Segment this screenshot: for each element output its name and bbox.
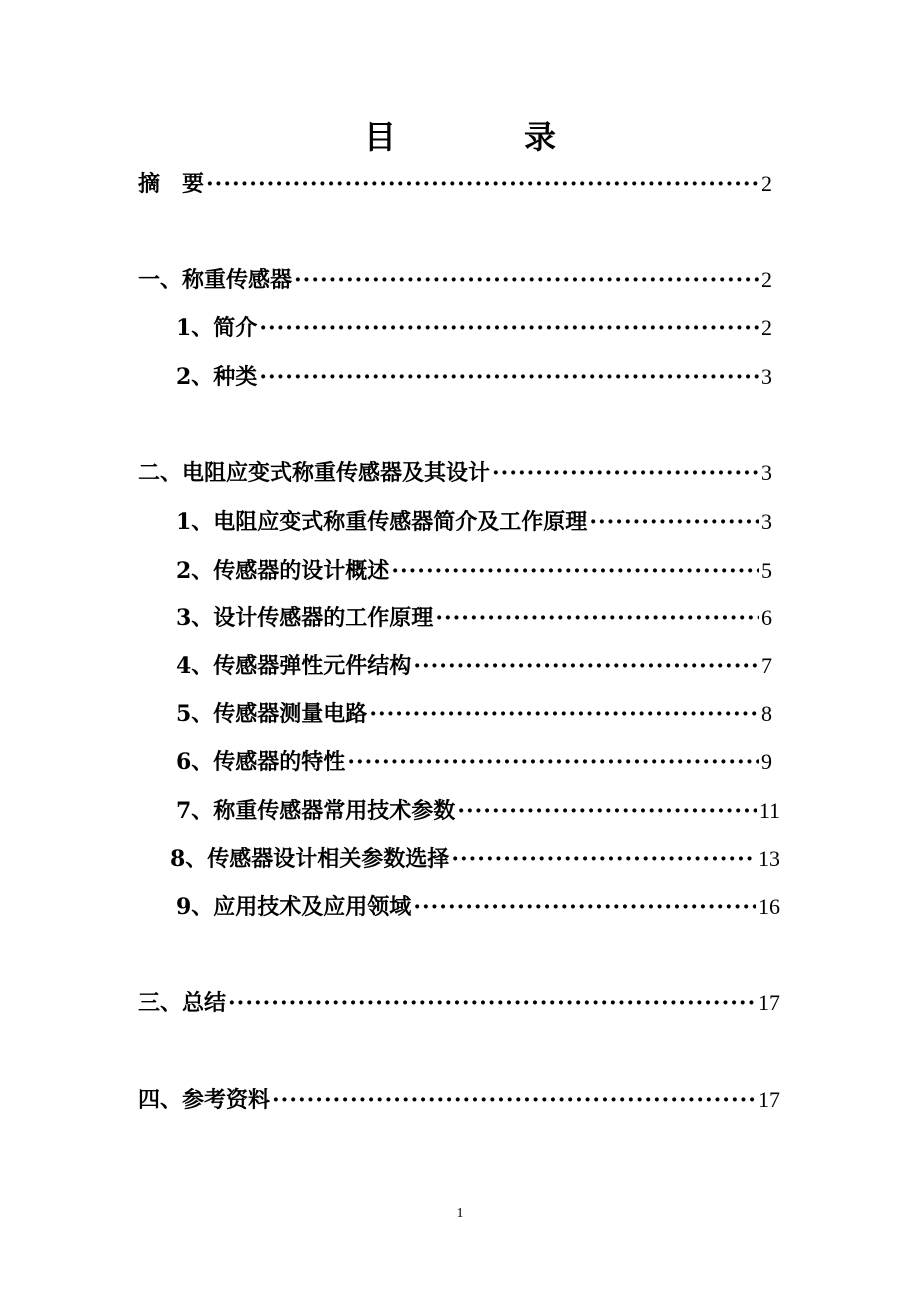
toc-entry-label: 9、应用技术及应用领域	[176, 894, 412, 920]
toc-entry-section-1[interactable]	[138, 264, 772, 296]
toc-entry-section-3[interactable]	[138, 987, 780, 1019]
toc-entry-section-2[interactable]	[138, 457, 772, 489]
toc-entry-page: 16	[758, 894, 780, 919]
toc-title: 目 录	[363, 118, 604, 156]
toc-entry-2-9[interactable]	[176, 891, 780, 923]
toc-entry-page: 17	[758, 990, 780, 1015]
footer-page-number: 1	[456, 1206, 464, 1221]
toc-entry-label: 6、传感器的特性	[176, 749, 346, 775]
toc-entry-page: 8	[761, 701, 772, 726]
toc-entry-2-3[interactable]	[176, 602, 772, 634]
toc-entry-page: 2	[761, 315, 772, 340]
toc-leader-dots	[413, 650, 759, 682]
toc-entry-2-1[interactable]	[176, 506, 772, 538]
toc-entry-page: 11	[758, 798, 780, 823]
toc-leader-dots	[347, 746, 759, 778]
toc-entry-page: 3	[761, 509, 772, 534]
toc-leader-dots	[228, 987, 756, 1019]
toc-entry-label: 5、传感器测量电路	[176, 701, 368, 727]
toc-leader-dots	[457, 795, 757, 827]
toc-entry-label: 4、传感器弹性元件结构	[176, 653, 412, 679]
toc-entry-label: 7、称重传感器常用技术参数	[176, 798, 456, 824]
toc-entry-page: 13	[758, 846, 780, 871]
toc-entry-label: 1、电阻应变式称重传感器简介及工作原理	[176, 509, 588, 535]
toc-entry-label: 2、种类	[176, 364, 258, 390]
toc-leader-dots	[413, 891, 756, 923]
toc-entry-abstract[interactable]	[138, 168, 772, 200]
toc-entry-label: 三、总结	[138, 990, 227, 1016]
toc-leader-dots	[492, 457, 759, 489]
toc-entry-2-4[interactable]	[176, 650, 772, 682]
toc-leader-dots	[272, 1084, 756, 1116]
toc-entry-label: 一、称重传感器	[138, 267, 293, 293]
toc-leader-dots	[391, 555, 759, 587]
toc-leader-dots	[259, 312, 759, 344]
toc-entry-label: 1、简介	[176, 315, 258, 341]
toc-entry-page: 2	[761, 171, 772, 196]
toc-leader-dots	[259, 361, 759, 393]
toc-entry-page: 3	[761, 460, 772, 485]
toc-entry-section-4[interactable]	[138, 1084, 780, 1116]
toc-entry-label: 3、设计传感器的工作原理	[176, 605, 434, 631]
toc-entry-page: 9	[761, 749, 772, 774]
toc-leader-dots	[451, 843, 756, 875]
toc-entry-label: 摘 要	[138, 171, 205, 197]
toc-entry-2-8[interactable]	[170, 843, 780, 875]
toc-entry-2-6[interactable]	[176, 746, 772, 778]
toc-entry-2-5[interactable]	[176, 698, 772, 730]
toc-entry-label: 四、参考资料	[138, 1087, 271, 1113]
toc-entry-2-7[interactable]	[176, 795, 780, 827]
toc-entry-page: 2	[761, 267, 772, 292]
toc-entry-1-1[interactable]	[176, 312, 772, 344]
toc-entry-2-2[interactable]	[176, 555, 772, 587]
toc-entry-label: 8、传感器设计相关参数选择	[170, 846, 450, 872]
toc-entry-page: 5	[761, 558, 772, 583]
toc-leader-dots	[294, 264, 759, 296]
toc-leader-dots	[369, 698, 759, 730]
toc-entry-page: 17	[758, 1087, 780, 1112]
toc-entry-label: 二、电阻应变式称重传感器及其设计	[138, 460, 491, 486]
toc-leader-dots	[435, 602, 759, 634]
toc-entry-page: 3	[761, 364, 772, 389]
toc-entry-label: 2、传感器的设计概述	[176, 558, 390, 584]
toc-entry-page: 6	[761, 605, 772, 630]
toc-leader-dots	[206, 168, 759, 200]
toc-entry-page: 7	[761, 653, 772, 678]
toc-entry-1-2[interactable]	[176, 361, 772, 393]
toc-leader-dots	[589, 506, 759, 538]
